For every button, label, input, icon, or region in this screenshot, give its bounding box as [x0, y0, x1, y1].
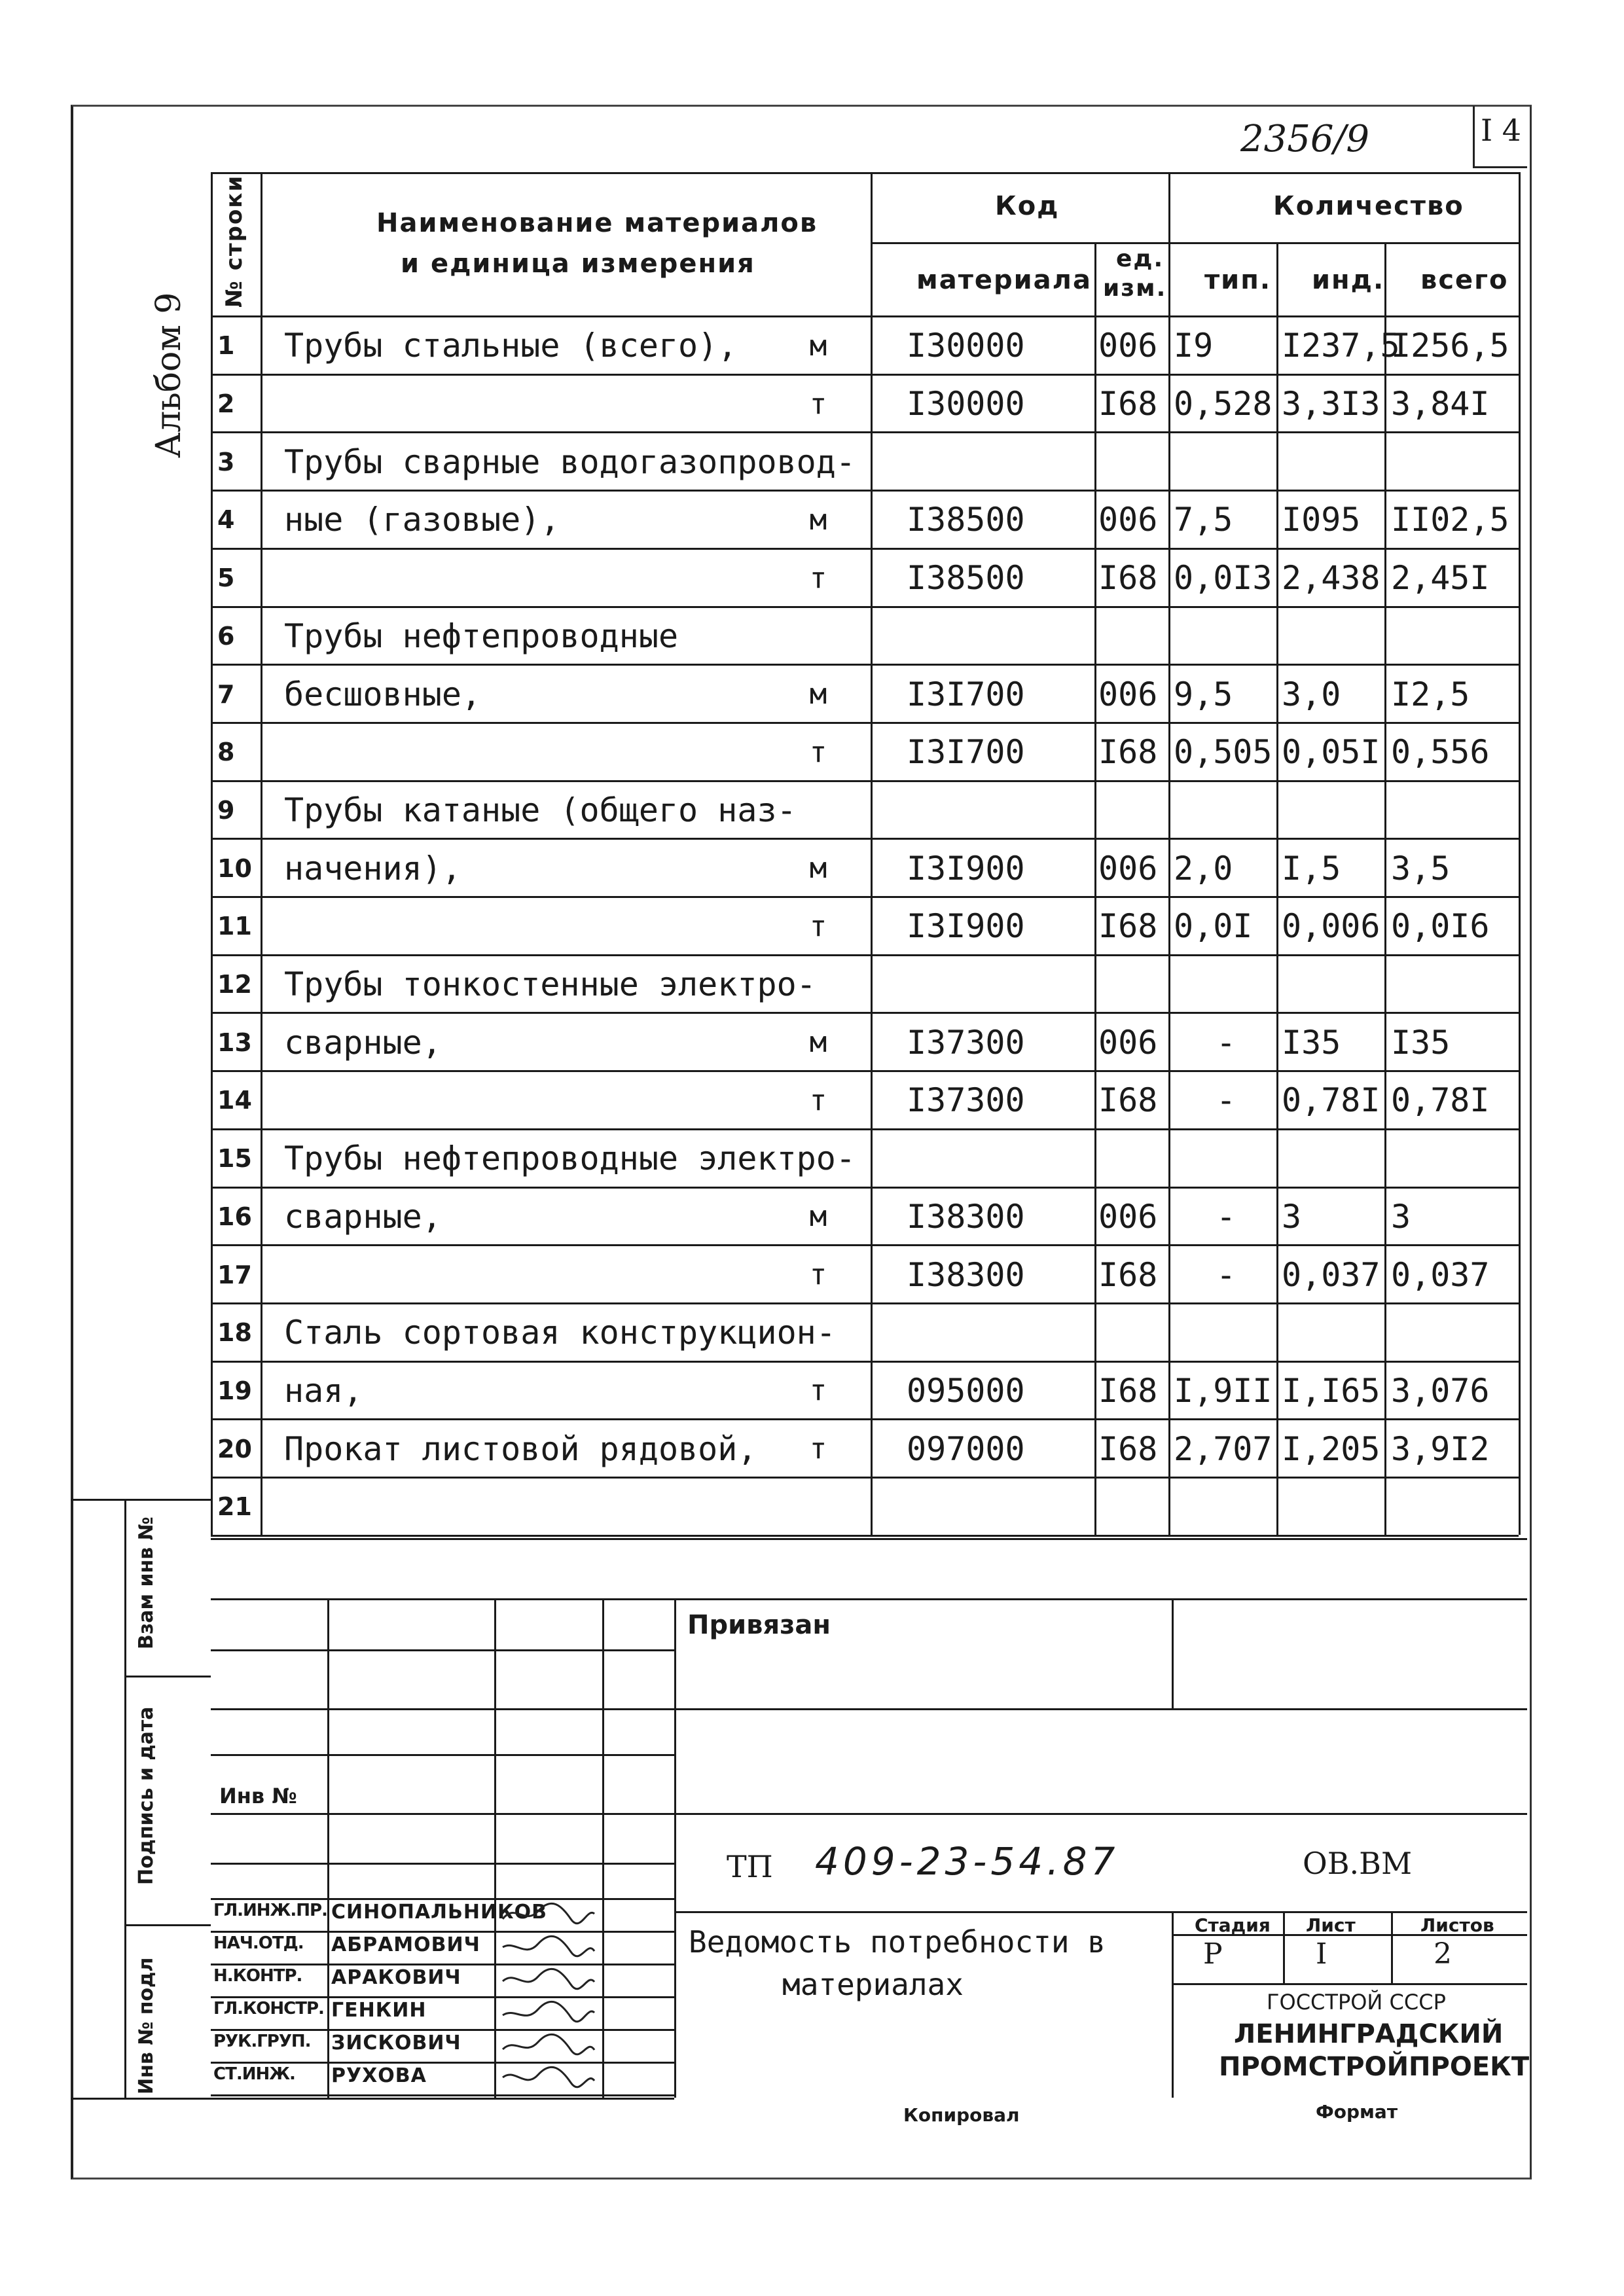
quantity-typ — [1174, 783, 1278, 838]
row-number: 3 — [217, 447, 235, 476]
quantity-typ: I,9II — [1174, 1371, 1272, 1410]
material-code: I38500 — [907, 501, 1025, 539]
table-border-top — [211, 172, 1519, 174]
signature-scribble — [499, 1965, 597, 1995]
material-name: ная, — [284, 1371, 363, 1410]
material-name — [284, 1479, 782, 1535]
table-row-line — [211, 780, 1519, 782]
stamp-line — [124, 1676, 211, 1677]
unit-code — [1098, 609, 1170, 664]
unit-code: I68 — [1098, 385, 1158, 423]
quantity-total: 3,5 — [1391, 849, 1451, 888]
material-code: I3I900 — [907, 907, 1025, 946]
table-header-divider — [871, 242, 1519, 244]
signer-name: РУХОВА — [331, 2064, 427, 2087]
stamp-line — [211, 1813, 1527, 1815]
quantity-total — [1391, 1131, 1522, 1187]
quantity-typ: 9,5 — [1174, 675, 1233, 713]
stamp-line — [211, 1649, 674, 1651]
header-row-number: № строки — [221, 174, 247, 308]
quantity-typ: 7,5 — [1174, 501, 1233, 539]
material-name — [284, 550, 782, 606]
sheet-label: Лист — [1306, 1914, 1356, 1936]
material-name: Трубы тонкостенные электро- — [284, 965, 816, 1004]
unit-of-measure: т — [809, 387, 827, 421]
quantity-total: I35 — [1391, 1023, 1451, 1062]
quantity-typ: I9 — [1174, 327, 1214, 365]
quantity-total — [1391, 783, 1522, 838]
unit-code: 006 — [1098, 849, 1158, 888]
unit-of-measure: м — [809, 852, 827, 886]
header-code: Код — [995, 191, 1060, 221]
row-number: 10 — [217, 853, 252, 883]
row-number: 11 — [217, 912, 252, 941]
quantity-total — [1391, 609, 1522, 664]
row-number: 9 — [217, 795, 235, 825]
unit-of-measure: т — [809, 1258, 827, 1292]
table-row-line — [211, 1012, 1519, 1014]
material-name: Трубы нефтепроводные — [284, 617, 679, 655]
row-number: 7 — [217, 679, 235, 709]
stamp-line — [1283, 1911, 1285, 1983]
quantity-ind: I095 — [1282, 501, 1361, 539]
quantity-ind: I,I65 — [1282, 1371, 1380, 1410]
table-row-line — [211, 838, 1519, 840]
stamp-line — [211, 1996, 674, 1998]
quantity-typ: 0,528 — [1174, 385, 1272, 423]
quantity-total: 0,78I — [1391, 1081, 1490, 1120]
stamp-line — [674, 1598, 676, 2098]
quantity-typ: 0,505 — [1174, 733, 1272, 772]
stamp-line — [602, 1598, 604, 2098]
quantity-typ: - — [1216, 1255, 1236, 1294]
project-code: 409-23-54.87 — [815, 1839, 1119, 1884]
header-quantity: Количество — [1273, 191, 1464, 221]
quantity-typ: - — [1216, 1023, 1236, 1062]
row-number: 20 — [217, 1434, 252, 1463]
unit-of-measure: т — [809, 735, 827, 769]
material-code — [907, 434, 1090, 490]
row-number: 5 — [217, 564, 235, 593]
unit-of-measure — [792, 609, 844, 664]
table-row-line — [211, 490, 1519, 492]
stamp-line — [211, 1708, 1527, 1710]
signer-role: РУК.ГРУП. — [213, 2032, 311, 2051]
material-code — [907, 1305, 1090, 1361]
quantity-ind — [1282, 1479, 1386, 1535]
stamp-line — [211, 1863, 674, 1865]
material-code: I38300 — [907, 1255, 1025, 1294]
unit-code: I68 — [1098, 1255, 1158, 1294]
sheets-label: Листов — [1420, 1914, 1494, 1936]
unit-of-measure: м — [809, 503, 827, 537]
stamp-line — [211, 2062, 674, 2064]
doc-number: 2356/9 — [1240, 118, 1370, 160]
unit-code — [1098, 1305, 1170, 1361]
row-number: 12 — [217, 970, 252, 999]
quantity-total: I2,5 — [1391, 675, 1470, 713]
quantity-ind: 3,3I3 — [1282, 385, 1380, 423]
material-name: Трубы нефтепроводные электро- — [284, 1139, 856, 1178]
stamp-line — [211, 1598, 1527, 1600]
material-name: ные (газовые), — [284, 501, 560, 539]
quantity-total: II02,5 — [1391, 501, 1509, 539]
signer-role: ГЛ.ИНЖ.ПР. — [213, 1901, 327, 1920]
table-row-line — [211, 431, 1519, 433]
material-name — [284, 1247, 782, 1302]
quantity-total: 2,45I — [1391, 559, 1490, 598]
org-line3: ПРОМСТРОЙПРОЕКТ — [1219, 2052, 1530, 2082]
material-code — [907, 1479, 1090, 1535]
row-number: 19 — [217, 1376, 252, 1405]
material-name: Сталь сортовая конструкцион- — [284, 1314, 836, 1352]
stamp-line — [211, 1898, 674, 1900]
material-code: I3I900 — [907, 849, 1025, 888]
material-name: начения), — [284, 849, 461, 888]
quantity-ind: I35 — [1282, 1023, 1341, 1062]
row-number: 15 — [217, 1144, 252, 1174]
row-number: 14 — [217, 1086, 252, 1115]
header-unit-line2: изм. — [1103, 275, 1167, 302]
unit-code: I68 — [1098, 559, 1158, 598]
header-ind: инд. — [1312, 265, 1385, 295]
unit-of-measure: т — [809, 1432, 827, 1466]
quantity-ind — [1282, 783, 1386, 838]
table-col-line — [211, 172, 213, 1535]
material-name — [284, 899, 782, 954]
quantity-ind — [1282, 1305, 1386, 1361]
quantity-total: 3,076 — [1391, 1371, 1490, 1410]
stamp-line — [71, 2098, 674, 2100]
unit-code: I68 — [1098, 1371, 1158, 1410]
signature-scribble — [499, 1932, 597, 1962]
quantity-ind: 0,78I — [1282, 1081, 1380, 1120]
material-name: сварные, — [284, 1197, 442, 1236]
unit-code: I68 — [1098, 1081, 1158, 1120]
table-row-line — [211, 896, 1519, 898]
org-line2: ЛЕНИНГРАДСКИЙ — [1234, 2019, 1504, 2049]
side-label-inv: Инв № подл — [135, 1957, 158, 2094]
material-name — [284, 1073, 782, 1128]
header-typ: тип. — [1204, 265, 1272, 295]
quantity-ind: 3,0 — [1282, 675, 1341, 713]
quantity-total: 0,556 — [1391, 733, 1490, 772]
unit-of-measure: т — [809, 1083, 827, 1117]
quantity-total — [1391, 1479, 1522, 1535]
quantity-total: 3,84I — [1391, 385, 1490, 423]
quantity-typ: 0,0I — [1174, 907, 1253, 946]
material-code: I38500 — [907, 559, 1025, 598]
quantity-ind: 3 — [1282, 1197, 1302, 1236]
stamp-line — [211, 2094, 674, 2096]
inv-no-label: Инв № — [219, 1784, 297, 1808]
unit-code: 006 — [1098, 501, 1158, 539]
row-number: 8 — [217, 738, 235, 767]
quantity-ind — [1282, 434, 1386, 490]
signer-name: ЗИСКОВИЧ — [331, 2032, 461, 2054]
unit-code — [1098, 1479, 1170, 1535]
unit-of-measure: т — [809, 1374, 827, 1408]
unit-of-measure: т — [809, 909, 827, 943]
tp-label: ТП — [727, 1849, 773, 1884]
privyazan-label: Привязан — [687, 1610, 831, 1640]
material-code — [907, 1131, 1090, 1187]
unit-code — [1098, 434, 1170, 490]
signature-scribble — [499, 1899, 597, 1929]
header-material: материала — [916, 265, 1092, 295]
stamp-line — [211, 1931, 674, 1933]
signer-name: СИНОПАЛЬНИКОВ — [331, 1901, 547, 1924]
signer-name: АБРАМОВИЧ — [331, 1933, 480, 1956]
table-col-line — [871, 172, 873, 1535]
quantity-total — [1391, 1305, 1522, 1361]
album-label: Альбом 9 — [149, 292, 189, 458]
header-name-line1: Наименование материалов — [376, 208, 818, 238]
quantity-typ — [1174, 1479, 1278, 1535]
material-code: I3I700 — [907, 675, 1025, 713]
quantity-total: 0,037 — [1391, 1255, 1490, 1294]
side-label-podpis: Подпись и дата — [135, 1706, 158, 1885]
quantity-total — [1391, 434, 1522, 490]
table-row-line — [211, 1187, 1519, 1189]
quantity-ind — [1282, 957, 1386, 1013]
unit-code — [1098, 957, 1170, 1013]
table-row-line — [211, 315, 1519, 317]
unit-of-measure: м — [809, 1026, 827, 1060]
table-col-line — [1094, 242, 1096, 1535]
stamp-line — [1172, 1911, 1174, 2098]
unit-code: 006 — [1098, 1197, 1158, 1236]
table-row-line — [211, 1535, 1519, 1537]
material-name — [284, 725, 782, 780]
table-row-line — [211, 1070, 1519, 1072]
quantity-total: 0,0I6 — [1391, 907, 1490, 946]
signature-scribble — [499, 1998, 597, 2028]
unit-code: 006 — [1098, 1023, 1158, 1062]
material-code — [907, 957, 1090, 1013]
material-code: I3I700 — [907, 733, 1025, 772]
unit-of-measure — [792, 1305, 844, 1361]
quantity-typ — [1174, 609, 1278, 664]
row-number: 2 — [217, 389, 235, 419]
signer-role: Н.КОНТР. — [213, 1966, 302, 1986]
material-code: 095000 — [907, 1371, 1025, 1410]
stamp-line — [1391, 1911, 1393, 1983]
quantity-ind: 0,006 — [1282, 907, 1380, 946]
copied-label: Копировал — [903, 2104, 1020, 2126]
quantity-total: 3,9I2 — [1391, 1429, 1490, 1468]
table-row-line — [211, 548, 1519, 550]
material-name: бесшовные, — [284, 675, 482, 713]
unit-code: I68 — [1098, 733, 1158, 772]
table-row-line — [211, 954, 1519, 956]
format-label: Формат — [1316, 2101, 1398, 2123]
quantity-total: 3 — [1391, 1197, 1411, 1236]
quantity-typ — [1174, 434, 1278, 490]
signer-role: ГЛ.КОНСТР. — [213, 1999, 324, 2018]
side-label-vzam: Взам инв № — [135, 1516, 158, 1649]
signer-role: СТ.ИНЖ. — [213, 2064, 295, 2084]
signer-name: АРАКОВИЧ — [331, 1966, 461, 1989]
unit-of-measure — [792, 1479, 844, 1535]
row-number: 6 — [217, 621, 235, 651]
stamp-line — [1172, 1983, 1527, 1985]
document-mark: ОВ.ВМ — [1303, 1846, 1413, 1881]
table-row-line — [211, 1302, 1519, 1304]
material-code: I37300 — [907, 1081, 1025, 1120]
signature-scribble — [499, 2030, 597, 2060]
unit-code — [1098, 783, 1170, 838]
unit-of-measure: м — [809, 1200, 827, 1234]
header-total: всего — [1420, 265, 1509, 295]
quantity-typ: - — [1216, 1081, 1236, 1120]
quantity-typ: 2,0 — [1174, 849, 1233, 888]
stage-value: Р — [1203, 1937, 1223, 1971]
org-line1: ГОССТРОЙ СССР — [1267, 1990, 1446, 2015]
quantity-typ: 2,707 — [1174, 1429, 1272, 1468]
material-name: Трубы стальные (всего), — [284, 327, 738, 365]
sheet-value: I — [1316, 1937, 1327, 1971]
quantity-ind: 0,05I — [1282, 733, 1380, 772]
stamp-line — [1172, 1598, 1174, 1708]
stamp-line — [211, 2029, 674, 2031]
header-unit-line1: ед. — [1116, 245, 1164, 272]
table-row-line — [211, 1477, 1519, 1479]
quantity-total: I256,5 — [1391, 327, 1509, 365]
sheet-mark: I 4 — [1481, 113, 1522, 148]
stamp-line — [211, 1964, 674, 1965]
row-number: 4 — [217, 505, 235, 535]
stamp-line — [674, 1911, 1527, 1913]
unit-of-measure — [792, 434, 844, 490]
unit-of-measure: м — [809, 677, 827, 711]
row-number: 16 — [217, 1202, 252, 1231]
row-number: 1 — [217, 331, 235, 361]
signature-scribble — [499, 2063, 597, 2093]
table-row-line — [211, 722, 1519, 724]
material-code: 097000 — [907, 1429, 1025, 1468]
row-number: 18 — [217, 1318, 252, 1348]
stamp-line — [494, 1598, 496, 2098]
quantity-ind: I,205 — [1282, 1429, 1380, 1468]
stamp-line — [71, 1499, 211, 1501]
table-row-line — [211, 1244, 1519, 1246]
doc-title-line1: Ведомость потребности в — [689, 1924, 1106, 1960]
stamp-line — [327, 1598, 329, 2098]
sheets-value: 2 — [1434, 1937, 1452, 1971]
stamp-line — [211, 1538, 1527, 1540]
quantity-typ: 0,0I3 — [1174, 559, 1272, 598]
material-name: Трубы сварные водогазопровод- — [284, 442, 856, 481]
stamp-line — [124, 1924, 211, 1926]
table-row-line — [211, 1361, 1519, 1363]
quantity-typ: - — [1216, 1197, 1236, 1236]
doc-title-line2: материалах — [782, 1967, 964, 2002]
unit-of-measure: м — [809, 329, 827, 363]
stage-label: Стадия — [1195, 1914, 1271, 1936]
material-name: Прокат листовой рядовой, — [284, 1429, 757, 1468]
quantity-ind: 0,037 — [1282, 1255, 1380, 1294]
material-code: I38300 — [907, 1197, 1025, 1236]
table-col-line — [261, 172, 262, 1535]
material-name: Трубы катаные (общего наз- — [284, 791, 797, 829]
row-number: 13 — [217, 1028, 252, 1057]
quantity-typ — [1174, 1131, 1278, 1187]
quantity-ind: 2,438 — [1282, 559, 1380, 598]
material-name — [284, 376, 782, 432]
quantity-ind — [1282, 609, 1386, 664]
unit-of-measure: т — [809, 561, 827, 595]
row-number: 21 — [217, 1492, 252, 1522]
quantity-ind: I237,5 — [1282, 327, 1400, 365]
table-row-line — [211, 606, 1519, 608]
unit-code: I68 — [1098, 1429, 1158, 1468]
material-code — [907, 609, 1090, 664]
signer-role: НАЧ.ОТД. — [213, 1933, 304, 1953]
unit-code: I68 — [1098, 907, 1158, 946]
table-row-line — [211, 1128, 1519, 1130]
material-code: I37300 — [907, 1023, 1025, 1062]
signer-name: ГЕНКИН — [331, 1999, 427, 2022]
table-row-line — [211, 374, 1519, 376]
unit-code — [1098, 1131, 1170, 1187]
material-code — [907, 783, 1090, 838]
table-row-line — [211, 1418, 1519, 1420]
unit-code: 006 — [1098, 675, 1158, 713]
quantity-ind: I,5 — [1282, 849, 1341, 888]
unit-of-measure — [792, 783, 844, 838]
quantity-typ — [1174, 957, 1278, 1013]
row-number: 17 — [217, 1260, 252, 1289]
unit-of-measure — [792, 957, 844, 1013]
quantity-total — [1391, 957, 1522, 1013]
unit-of-measure — [792, 1131, 844, 1187]
material-code: I30000 — [907, 327, 1025, 365]
unit-code: 006 — [1098, 327, 1158, 365]
header-name-line2: и единица измерения — [401, 249, 755, 279]
quantity-typ — [1174, 1305, 1278, 1361]
material-code: I30000 — [907, 385, 1025, 423]
table-row-line — [211, 664, 1519, 666]
stamp-line — [124, 1499, 126, 2098]
quantity-ind — [1282, 1131, 1386, 1187]
material-name: сварные, — [284, 1023, 442, 1062]
stamp-line — [211, 1754, 674, 1756]
